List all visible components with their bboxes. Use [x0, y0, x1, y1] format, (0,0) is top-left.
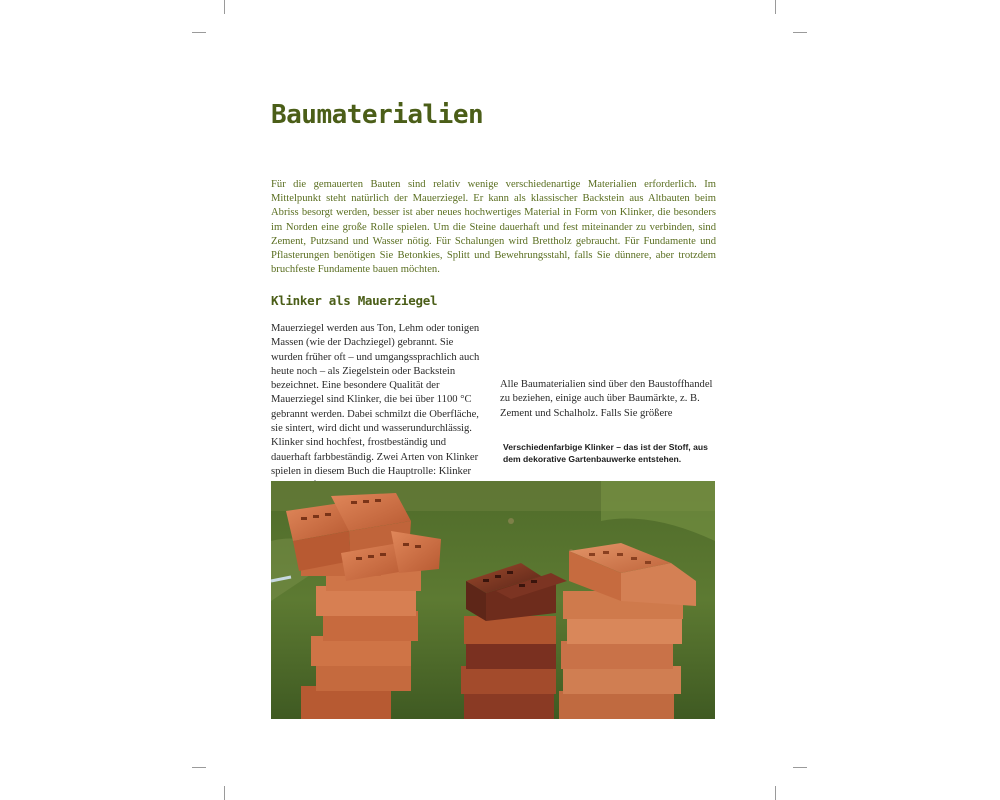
crop-mark [775, 786, 776, 800]
crop-mark [793, 767, 807, 768]
crop-mark [224, 786, 225, 800]
intro-paragraph: Für die gemauerten Bauten sind relativ wenige verschiedenartige Materialien erforderlich. Im Mittelpunkt steht natürlich der Mauerziegel. Er kann als klassischer Backstein aus Altbauten beim Abriss besorgt werden, besser ist aber neues hochwertiges Material in Form von Klinker, die besonders im Norden eine große Rolle spielen. Um die Steine dauerhaft und fest miteinander zu verbinden, sind Zement, Putzsand und Wasser nötig. Für Schalungen wird Brettholz gebraucht. Für Fundamente und Pflasterungen benötigen Sie Betonkies, Splitt und Bewehrungsstahl, falls Sie dünnere, aber trotzdem bruchfeste Fundamente bauen möchten. [271, 179, 716, 276]
crop-mark [775, 0, 776, 14]
bricks-photo [271, 481, 715, 719]
body-text-left: Mauerziegel werden aus Ton, Lehm oder tonigen Massen (wie der Dachziegel) gebrannt. Sie wurden früher oft – und umgangssprachlich auch heute noch – als Ziegelstein oder Backstein bezeichnet. Eine besondere Qualität der Mauerziegel sind Klinker, die bei über 1100 °C gebrannt werden. Dabei schmilzt die Oberfläche, sie sintert, wird dicht und wasserundurchlässig. Klinker sind hochfest, frostbeständig und dauerhaft farbbeständig. Zwei Arten von Klinker spielen in diesem Buch die Hauptrolle: Klinker [271, 323, 480, 477]
crop-mark [793, 32, 807, 33]
body-column-left [271, 322, 487, 477]
page-title: Baumaterialien [271, 100, 484, 130]
crop-mark [224, 0, 225, 14]
body-text-right: Alle Baumaterialien sind über den Baustoffhandel zu beziehen, einige auch über Baumärkte, z. B. Zement und Schalholz. Falls Sie größere [500, 379, 713, 419]
body-column-right [500, 292, 716, 421]
photo-caption: Verschiedenfarbige Klinker – das ist der Stoff, aus dem dekorative Gartenbauwerke entstehen. [503, 442, 708, 464]
crop-mark [192, 32, 206, 33]
crop-mark [192, 767, 206, 768]
section-heading: Klinker als Mauerziegel [271, 293, 438, 308]
